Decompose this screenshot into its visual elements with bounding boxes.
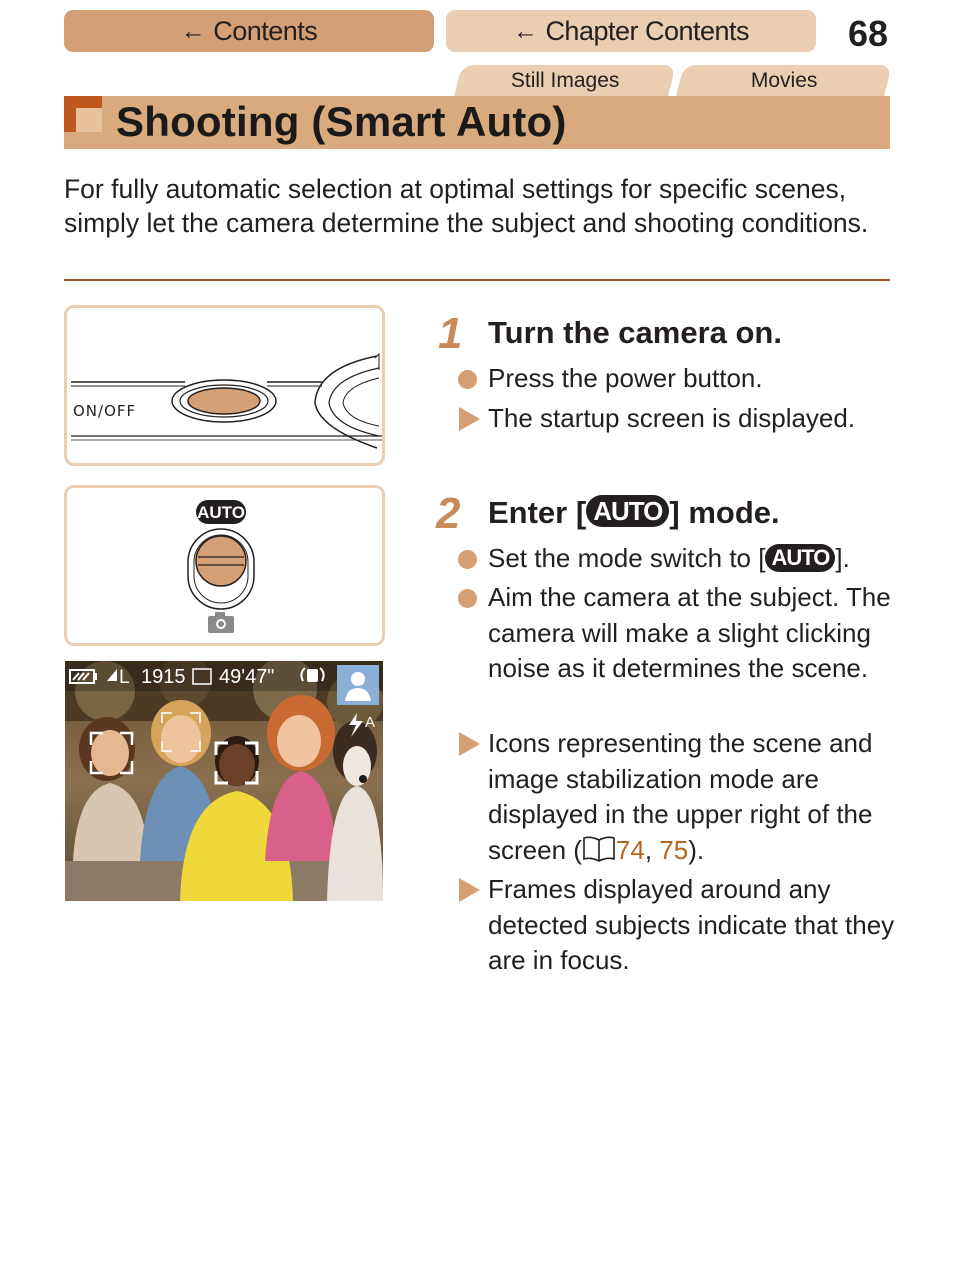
auto-mode-icon: AUTO xyxy=(586,495,669,527)
tab-movies-label: Movies xyxy=(750,68,818,92)
result-arrow-icon xyxy=(459,407,480,431)
step-2-number: 2 xyxy=(436,489,461,538)
arrow-left-icon: ← xyxy=(512,16,538,45)
bullet-dot-icon xyxy=(458,370,477,389)
bullet-dot-icon xyxy=(458,589,477,608)
lcd-screen-photo xyxy=(65,661,383,901)
svg-text:A: A xyxy=(365,714,376,731)
scene-portrait-icon xyxy=(337,665,379,705)
tab-still-images[interactable] xyxy=(454,65,676,96)
camera-top-drawing xyxy=(67,308,382,463)
page-74-link[interactable]: 74 xyxy=(615,834,645,865)
result-arrow-icon xyxy=(459,732,480,756)
power-button-illustration xyxy=(64,305,385,466)
bullet-dot-icon xyxy=(458,550,477,569)
mode-switch-illustration xyxy=(64,485,385,646)
arrow-left-icon: ← xyxy=(180,16,206,45)
step-2-title: Enter [ AUTO ] mode. xyxy=(488,495,780,530)
contents-label: Contents xyxy=(213,15,318,46)
shots-remaining: 1915 xyxy=(141,666,186,688)
auto-mode-label: AUTO xyxy=(197,503,245,522)
onoff-label: ON/OFF xyxy=(73,402,137,420)
title-marker-shadow xyxy=(76,108,102,132)
step-1-number: 1 xyxy=(438,309,463,358)
page-number: 68 xyxy=(847,13,888,54)
intro-paragraph: For fully automatic selection at optimal settings for specific scenes, simply let the camera determine the subject and shooting conditions. xyxy=(64,174,869,238)
chapter-contents-label: Chapter Contents xyxy=(545,15,750,46)
camera-icon xyxy=(208,612,234,633)
result-arrow-icon xyxy=(459,878,480,902)
recording-time: 49'47" xyxy=(219,666,275,688)
book-reference-icon xyxy=(582,834,616,862)
svg-text:L: L xyxy=(119,667,130,688)
page-title: Shooting (Smart Auto) xyxy=(116,98,567,145)
family-photo xyxy=(65,661,383,901)
auto-mode-icon: AUTO xyxy=(765,544,835,572)
chapter-contents-button[interactable] xyxy=(446,10,816,52)
step-1-title: Turn the camera on. xyxy=(488,315,782,350)
tab-still-images-label: Still Images xyxy=(510,68,620,92)
mode-switch-drawing xyxy=(67,488,382,643)
divider xyxy=(64,279,890,281)
page-75-link[interactable]: 75 xyxy=(659,834,689,865)
tab-movies[interactable] xyxy=(676,65,892,96)
contents-button[interactable] xyxy=(64,10,434,52)
